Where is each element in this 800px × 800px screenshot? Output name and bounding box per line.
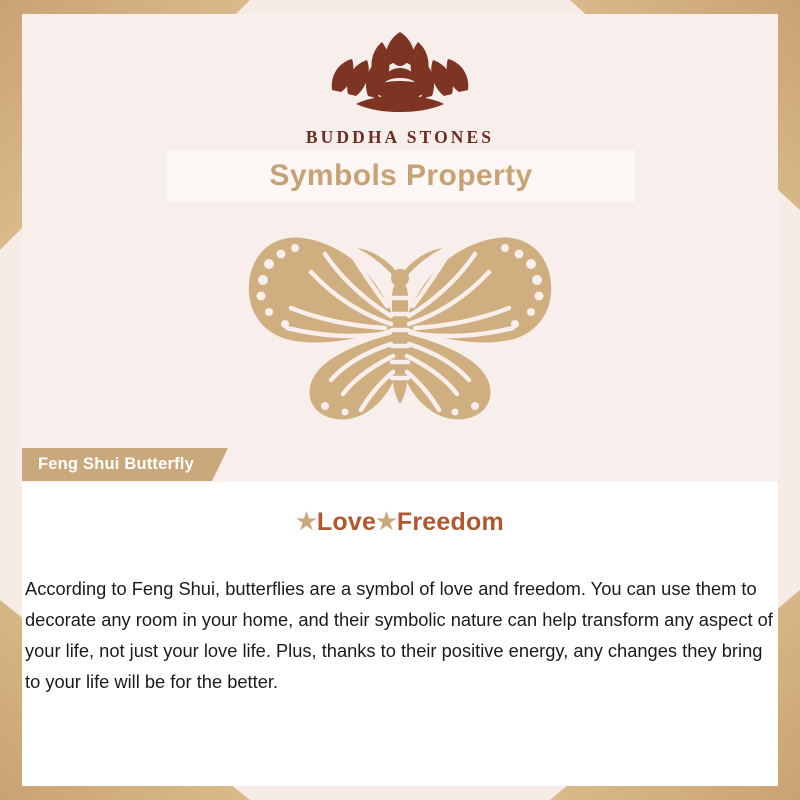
tab-label: Feng Shui Butterfly — [38, 455, 194, 473]
section-subtitle — [22, 508, 778, 537]
subtitle-word-love: Love — [316, 508, 377, 536]
content-panel — [22, 14, 778, 786]
star-icon-left: ★ — [296, 508, 317, 534]
lotus-meditation-figure-icon — [312, 28, 488, 124]
feng-shui-butterfly-tab — [22, 448, 212, 481]
title-banner — [167, 150, 635, 202]
body-paragraph: According to Feng Shui, butterflies are a symbol of love and freedom. You can use them to decorate any room in your home, and their symbolic nature can help transform any aspect of your life, not just your love life. Plus, thanks to their positive energy, any changes they bring to your life will be for the better. — [25, 578, 773, 693]
subtitle-word-freedom: Freedom — [396, 508, 504, 536]
butterfly-icon — [225, 220, 575, 450]
star-icon-middle: ★ — [376, 508, 397, 534]
brand-logo — [22, 28, 778, 148]
brand-name: BUDDHA STONES — [305, 127, 495, 147]
page-title: Symbols Property — [269, 159, 533, 192]
butterfly-illustration — [22, 220, 778, 450]
